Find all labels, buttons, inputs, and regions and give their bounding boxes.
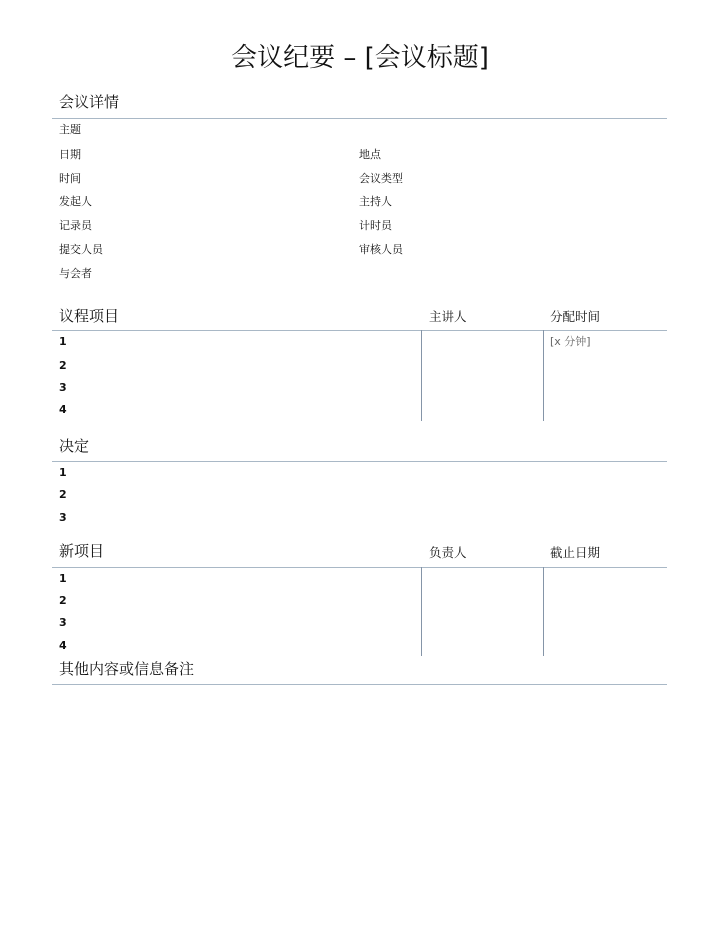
action-row-number: 2 bbox=[59, 594, 67, 607]
decisions-heading: 决定 bbox=[59, 437, 90, 455]
divider bbox=[52, 461, 667, 462]
field-label-subject: 主题 bbox=[59, 123, 81, 136]
agenda-col-presenter: 主讲人 bbox=[429, 309, 467, 324]
details-heading: 会议详情 bbox=[59, 93, 120, 111]
divider bbox=[52, 330, 667, 331]
agenda-row-number: 3 bbox=[59, 381, 67, 394]
field-label-meeting-type: 会议类型 bbox=[359, 172, 403, 185]
decision-row-number: 3 bbox=[59, 511, 67, 524]
column-divider bbox=[543, 567, 544, 656]
field-label-recorder: 记录员 bbox=[59, 219, 92, 232]
agenda-row-number: 4 bbox=[59, 403, 67, 416]
notes-heading: 其他内容或信息备注 bbox=[59, 660, 195, 678]
field-label-submitter: 提交人员 bbox=[59, 243, 103, 256]
time-placeholder[interactable]: [x 分钟] bbox=[550, 335, 591, 348]
action-col-owner: 负责人 bbox=[429, 545, 467, 560]
action-col-deadline: 截止日期 bbox=[550, 545, 601, 560]
divider bbox=[52, 684, 667, 685]
action-row-number: 4 bbox=[59, 639, 67, 652]
field-label-location: 地点 bbox=[359, 148, 381, 161]
decision-row-number: 2 bbox=[59, 488, 67, 501]
field-label-time: 时间 bbox=[59, 172, 81, 185]
action-row-number: 3 bbox=[59, 616, 67, 629]
field-label-host: 主持人 bbox=[359, 195, 392, 208]
column-divider bbox=[421, 567, 422, 656]
action-row-number: 1 bbox=[59, 572, 67, 585]
agenda-heading: 议程项目 bbox=[59, 307, 120, 325]
field-label-reviewer: 审核人员 bbox=[359, 243, 403, 256]
field-label-date: 日期 bbox=[59, 148, 81, 161]
field-label-timekeeper: 计时员 bbox=[359, 219, 392, 232]
agenda-row-number: 2 bbox=[59, 359, 67, 372]
column-divider bbox=[543, 330, 544, 421]
page-title: 会议纪要 – [会议标题] bbox=[231, 43, 489, 73]
divider bbox=[52, 118, 667, 119]
divider bbox=[52, 567, 667, 568]
column-divider bbox=[421, 330, 422, 421]
action-items-heading: 新项目 bbox=[59, 542, 105, 560]
agenda-row-number: 1 bbox=[59, 335, 67, 348]
agenda-col-time: 分配时间 bbox=[550, 309, 601, 324]
field-label-attendees: 与会者 bbox=[59, 267, 92, 280]
field-label-organizer: 发起人 bbox=[59, 195, 92, 208]
decision-row-number: 1 bbox=[59, 466, 67, 479]
